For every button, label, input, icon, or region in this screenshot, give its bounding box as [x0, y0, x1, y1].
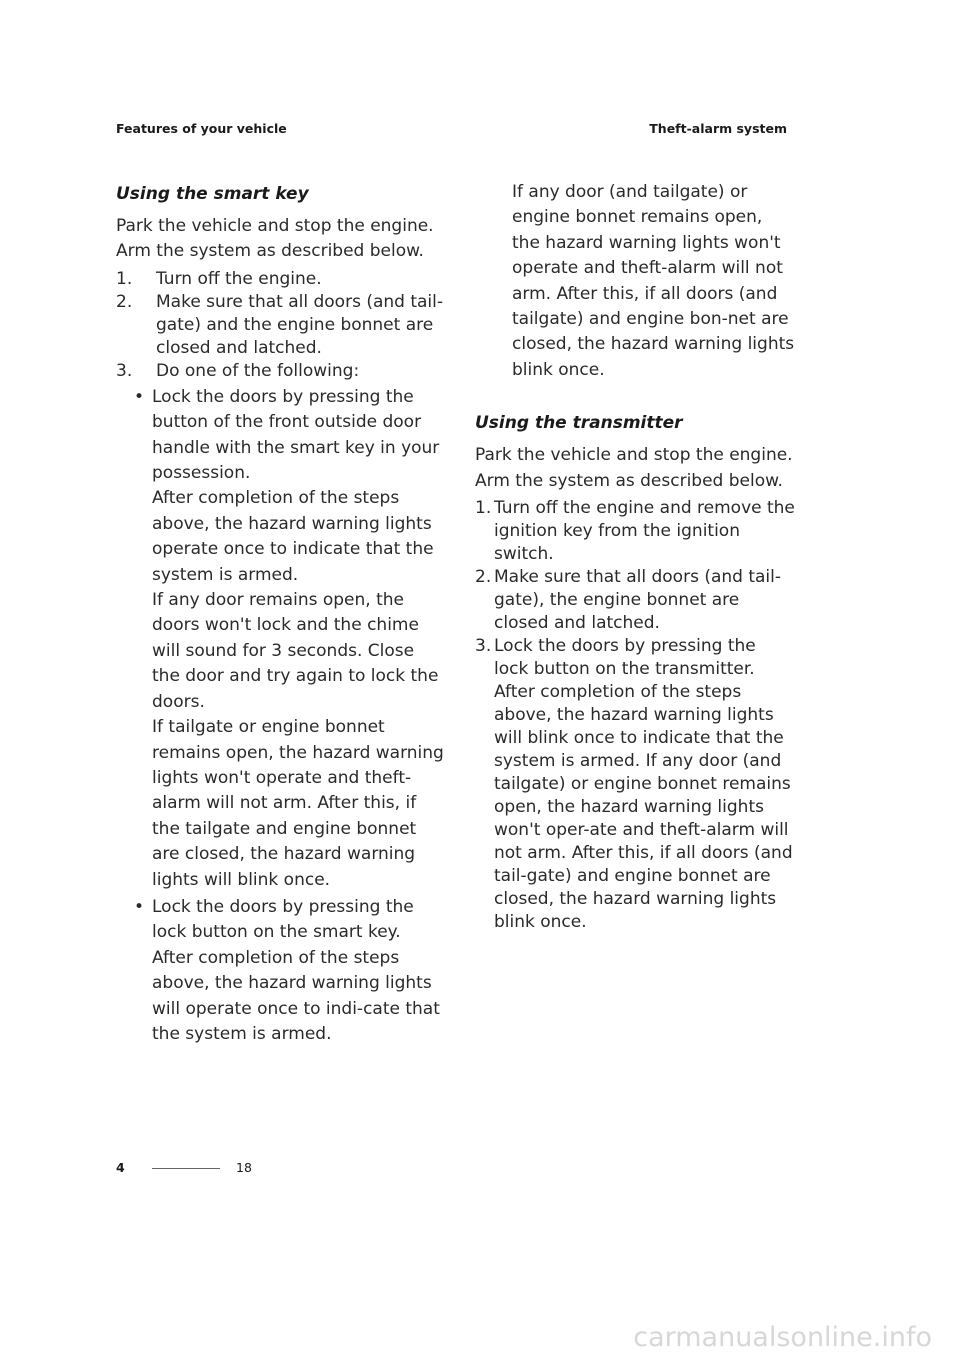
bullet-paragraph: If tailgate or engine bonnet remains open, the hazard warning lights won't operate and theft-alarm will not arm. After this, if the tailgate and engine bonnet are closed, the hazard warning lights will blink once.	[152, 717, 444, 890]
step-text: Turn off the engine and remove the ignition key from the ignition switch.	[494, 498, 795, 565]
step-text: Do one of the following:	[156, 360, 360, 381]
step-1	[116, 268, 446, 291]
step-2	[116, 291, 446, 360]
step-2	[475, 566, 795, 635]
section-title-smart-key: Using the smart key	[116, 184, 309, 204]
step-text: Make sure that all doors (and tail-gate) and the engine bonnet are closed and latched.	[156, 291, 444, 358]
bullet-paragraph: After completion of the steps above, the hazard warning lights operate once to indicate that the system is armed.	[152, 488, 434, 585]
step-text: Make sure that all doors (and tail-gate), the engine bonnet are closed and latched.	[494, 567, 782, 634]
step-3	[475, 635, 795, 934]
step-number: 2.	[475, 567, 492, 588]
footer-page-number: 18	[236, 1160, 252, 1175]
step-number: 2.	[116, 291, 133, 312]
bullet-dot: •	[134, 896, 145, 917]
right-column	[475, 180, 795, 934]
footer-divider	[152, 1168, 220, 1169]
footer-chapter-number: 4	[116, 1160, 125, 1175]
step-number: 3.	[475, 636, 492, 657]
step-number: 1.	[475, 498, 492, 519]
watermark: carmanualsonline.info	[633, 1322, 932, 1353]
bullet-dot: •	[134, 386, 145, 407]
bullet-item-lock-button	[134, 895, 446, 1047]
continued-paragraph: If any door (and tailgate) or engine bonnet remains open, the hazard warning lights won't operate and theft-alarm will not arm. After this, if all doors (and tailgate) and engine bon-net are closed, the hazard warning lights blink once.	[512, 182, 795, 380]
bullet-item-door-handle	[134, 385, 446, 893]
running-header-chapter: Features of your vehicle	[116, 121, 287, 136]
step-number: 3.	[116, 360, 133, 381]
step-number: 1.	[116, 268, 133, 289]
step-1	[475, 497, 795, 566]
step-text: Turn off the engine.	[156, 268, 322, 289]
section-title-transmitter: Using the transmitter	[475, 413, 683, 434]
bullet-paragraph: Lock the doors by pressing the button of the front outside door handle with the smart key in your possession.	[152, 386, 440, 484]
intro-paragraph: Park the vehicle and stop the engine. Arm the system as described below.	[116, 216, 434, 262]
bullet-paragraph: Lock the doors by pressing the lock button on the smart key. After completion of the steps above, the hazard warning lights will operate once to indi-cate that the system is armed.	[152, 896, 440, 1044]
running-header-section: Theft-alarm system	[649, 121, 787, 136]
left-column	[116, 180, 446, 1047]
step-3	[116, 360, 446, 383]
step-text: Lock the doors by pressing the lock button on the transmitter. After completion of the steps above, the hazard warning lights will blink once to indicate that the system is armed. If any door (and tailgate) or engine bonnet remains open, the hazard warning lights won't oper-ate and theft-alarm will not arm. After this, if all doors (and tail-gate) and engine bonnet are closed, the hazard warning lights blink once.	[494, 636, 793, 933]
bullet-paragraph: If any door remains open, the doors won't lock and the chime will sound for 3 seconds. Close the door and try again to lock the doors.	[152, 590, 439, 712]
intro-paragraph: Park the vehicle and stop the engine. Arm the system as described below.	[475, 445, 793, 491]
